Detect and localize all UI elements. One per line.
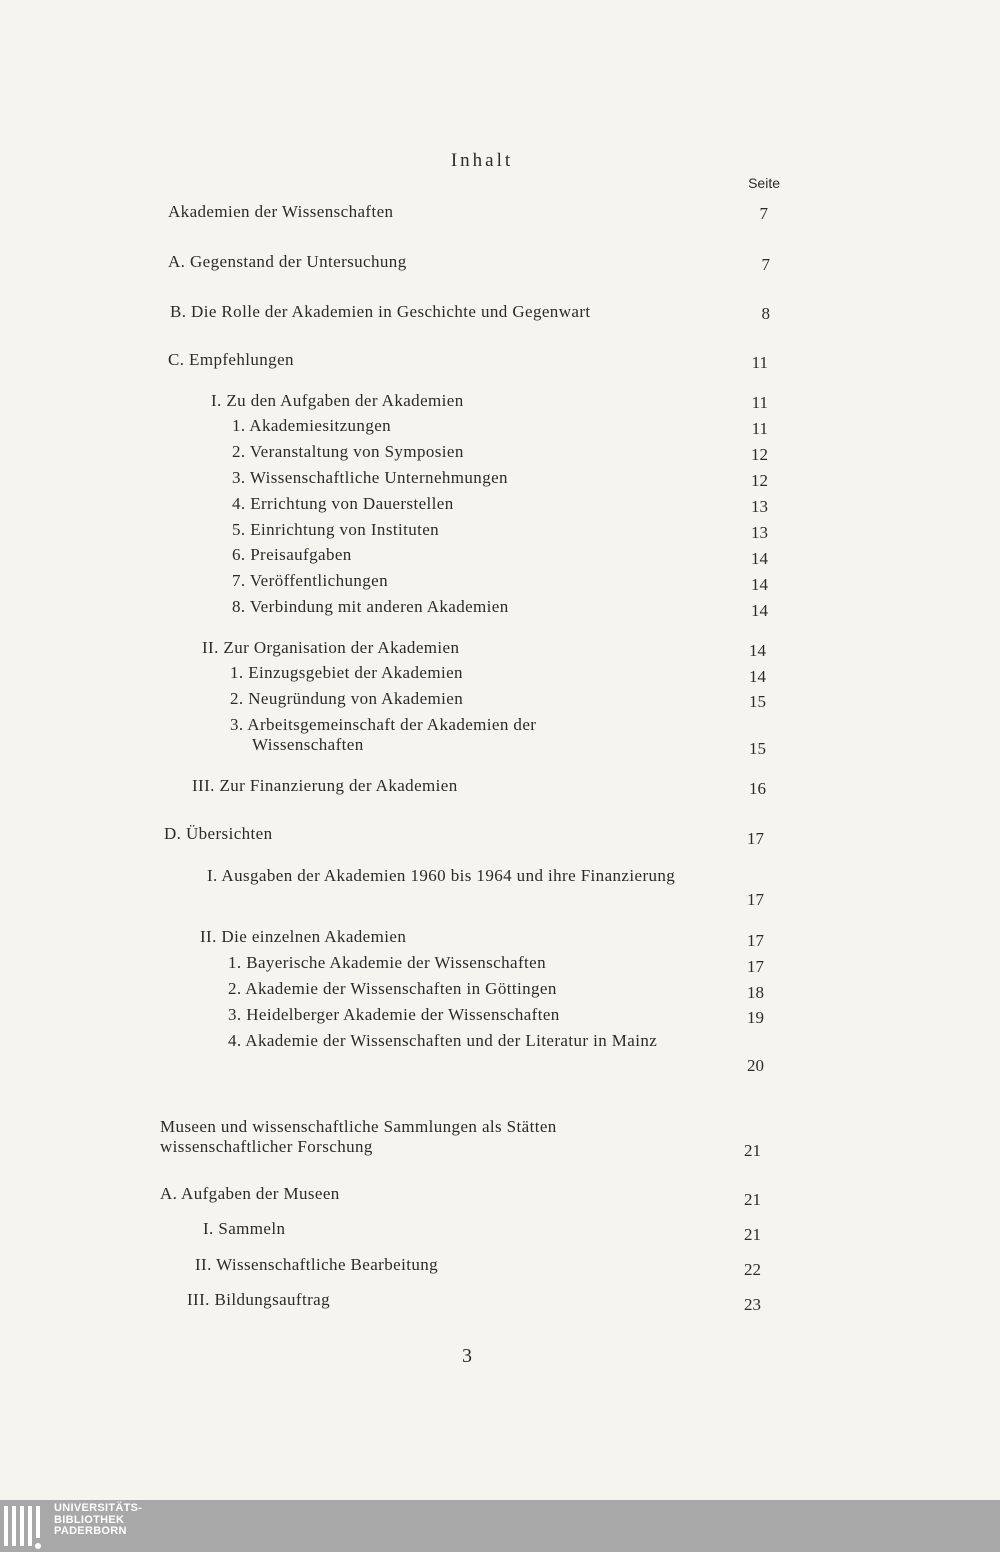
toc-entry-page: 14 — [749, 641, 766, 660]
toc-entry — [232, 494, 454, 514]
toc-entry-label: B. Die Rolle der Akademien in Geschichte und Gegenwart — [170, 302, 591, 321]
toc-entry-page: 8 — [761, 304, 770, 323]
toc-entry — [230, 689, 463, 709]
page-number: 3 — [462, 1345, 472, 1367]
toc-entry-page: 13 — [751, 497, 768, 516]
toc-entry-page: 13 — [751, 523, 768, 542]
toc-entry-label: II. Die einzelnen Akademien — [200, 927, 407, 946]
toc-entry-page: 14 — [751, 575, 768, 594]
toc-entry-label: Museen und wissenschaftliche Sammlungen als Stätten wissenschaftlicher Forschung — [160, 1117, 557, 1156]
toc-entry-page: 17 — [747, 829, 764, 848]
toc-entry-label: 5. Einrichtung von Instituten — [232, 520, 440, 539]
toc-entry-label: 8. Verbindung mit anderen Akademien — [232, 597, 509, 616]
toc-entry — [168, 252, 407, 272]
toc-entry-page: 7 — [761, 255, 770, 274]
toc-entry — [228, 1031, 747, 1051]
toc-entry-page: 11 — [751, 353, 768, 372]
library-name — [54, 1503, 142, 1538]
toc-entry-label: 7. Veröffentlichungen — [232, 571, 389, 590]
toc-entry-page: 14 — [751, 601, 768, 620]
toc-entry-page: 14 — [749, 667, 766, 686]
toc-entry-page: 21 — [744, 1141, 761, 1160]
toc-entry — [164, 824, 273, 844]
toc-entry-label: I. Ausgaben der Akademien 1960 bis 1964 und ihre Finanzierung — [207, 866, 676, 885]
toc-entry — [230, 663, 463, 683]
toc-entry-label: II. Zur Organisation der Akademien — [202, 638, 460, 657]
toc-entry-label: 2. Neugründung von Akademien — [230, 689, 464, 708]
toc-entry-label: 1. Bayerische Akademie der Wissenschaften — [228, 953, 546, 972]
toc-entry — [160, 1184, 340, 1204]
toc-entry-page: 12 — [751, 445, 768, 464]
toc-entry-page: 21 — [744, 1190, 761, 1209]
toc-entry-label: 3. Wissenschaftliche Unternehmungen — [232, 468, 508, 487]
toc-entry — [195, 1255, 438, 1275]
toc-entry — [202, 638, 459, 658]
toc-entry-label: 1. Akademiesitzungen — [232, 416, 392, 435]
toc-entry-label: III. Bildungsauftrag — [187, 1290, 331, 1309]
toc-entry-label: Akademien der Wissenschaften — [168, 202, 394, 221]
toc-entry — [160, 1117, 650, 1157]
toc-entry-label: I. Zu den Aufgaben der Akademien — [211, 391, 464, 410]
toc-entry-label: 1. Einzugsgebiet der Akademien — [230, 663, 463, 682]
toc-entry — [228, 953, 546, 973]
toc-entry — [232, 468, 508, 488]
toc-entry-page: 11 — [751, 393, 768, 412]
toc-entry-label: III. Zur Finanzierung der Akademien — [192, 776, 458, 795]
toc-entry-page: 15 — [749, 692, 766, 711]
toc-entry — [232, 571, 388, 591]
toc-entry-page: 11 — [751, 419, 768, 438]
toc-entry-label: D. Übersichten — [164, 824, 273, 843]
toc-entry-label: 2. Veranstaltung von Symposien — [232, 442, 464, 461]
toc-entry — [228, 979, 557, 999]
toc-entry-label: 3. Arbeitsgemeinschaft der Akademien der Wissenschaften — [230, 715, 537, 754]
library-name-line: BIBLIOTHEK — [54, 1513, 125, 1526]
toc-entry-page: 17 — [747, 890, 764, 909]
toc-entry-page: 22 — [744, 1260, 761, 1279]
toc-entry-label: I. Sammeln — [203, 1219, 286, 1238]
toc-entry-page: 15 — [749, 739, 766, 758]
toc-entry-page: 16 — [749, 779, 766, 798]
toc-entry-page: 14 — [751, 549, 768, 568]
toc-entry-label: A. Aufgaben der Museen — [160, 1184, 340, 1203]
toc-entry-label: A. Gegenstand der Untersuchung — [168, 252, 407, 271]
toc-entry — [232, 416, 391, 436]
toc-entry — [211, 391, 464, 411]
toc-heading: Inhalt — [450, 150, 514, 171]
toc-entry — [207, 866, 718, 886]
toc-entry — [232, 442, 464, 462]
library-watermark-bar — [0, 1500, 1000, 1552]
toc-entry-label: II. Wissenschaftliche Bearbeitung — [195, 1255, 439, 1274]
toc-entry-page: 19 — [747, 1008, 764, 1027]
toc-entry-page: 20 — [747, 1056, 764, 1075]
toc-entry-page: 17 — [747, 931, 764, 950]
page-column-label: Seite — [748, 175, 780, 191]
toc-entry — [228, 1005, 560, 1025]
toc-entry-label: 4. Akademie der Wissenschaften und der Literatur in Mainz — [228, 1031, 658, 1050]
toc-entry-page: 23 — [744, 1295, 761, 1314]
toc-entry — [170, 302, 591, 322]
toc-entry-label: 6. Preisaufgaben — [232, 545, 352, 564]
toc-entry — [200, 927, 406, 947]
toc-entry-label: 4. Errichtung von Dauerstellen — [232, 494, 454, 513]
library-name-line: UNIVERSITÄTS- — [54, 1502, 143, 1514]
toc-entry — [232, 520, 439, 540]
toc-entry-label: 3. Heidelberger Akademie der Wissenschaften — [228, 1005, 560, 1024]
toc-entry — [230, 715, 642, 755]
toc-entry-label: C. Empfehlungen — [168, 350, 294, 369]
library-name-line: PADERBORN — [54, 1525, 127, 1537]
toc-entry — [192, 776, 458, 796]
toc-entry — [187, 1290, 330, 1310]
toc-entry — [168, 350, 294, 370]
library-logo-icon — [2, 1504, 48, 1550]
toc-entry-page: 7 — [759, 204, 768, 223]
toc-entry-page: 21 — [744, 1225, 761, 1244]
toc-entry — [168, 202, 393, 222]
toc-entry — [203, 1219, 285, 1239]
toc-entry — [232, 545, 352, 565]
toc-entry-page: 18 — [747, 983, 764, 1002]
toc-entry-page: 17 — [747, 957, 764, 976]
toc-entry — [232, 597, 509, 617]
toc-entry-page: 12 — [751, 471, 768, 490]
toc-entry-label: 2. Akademie der Wissenschaften in Göttingen — [228, 979, 557, 998]
